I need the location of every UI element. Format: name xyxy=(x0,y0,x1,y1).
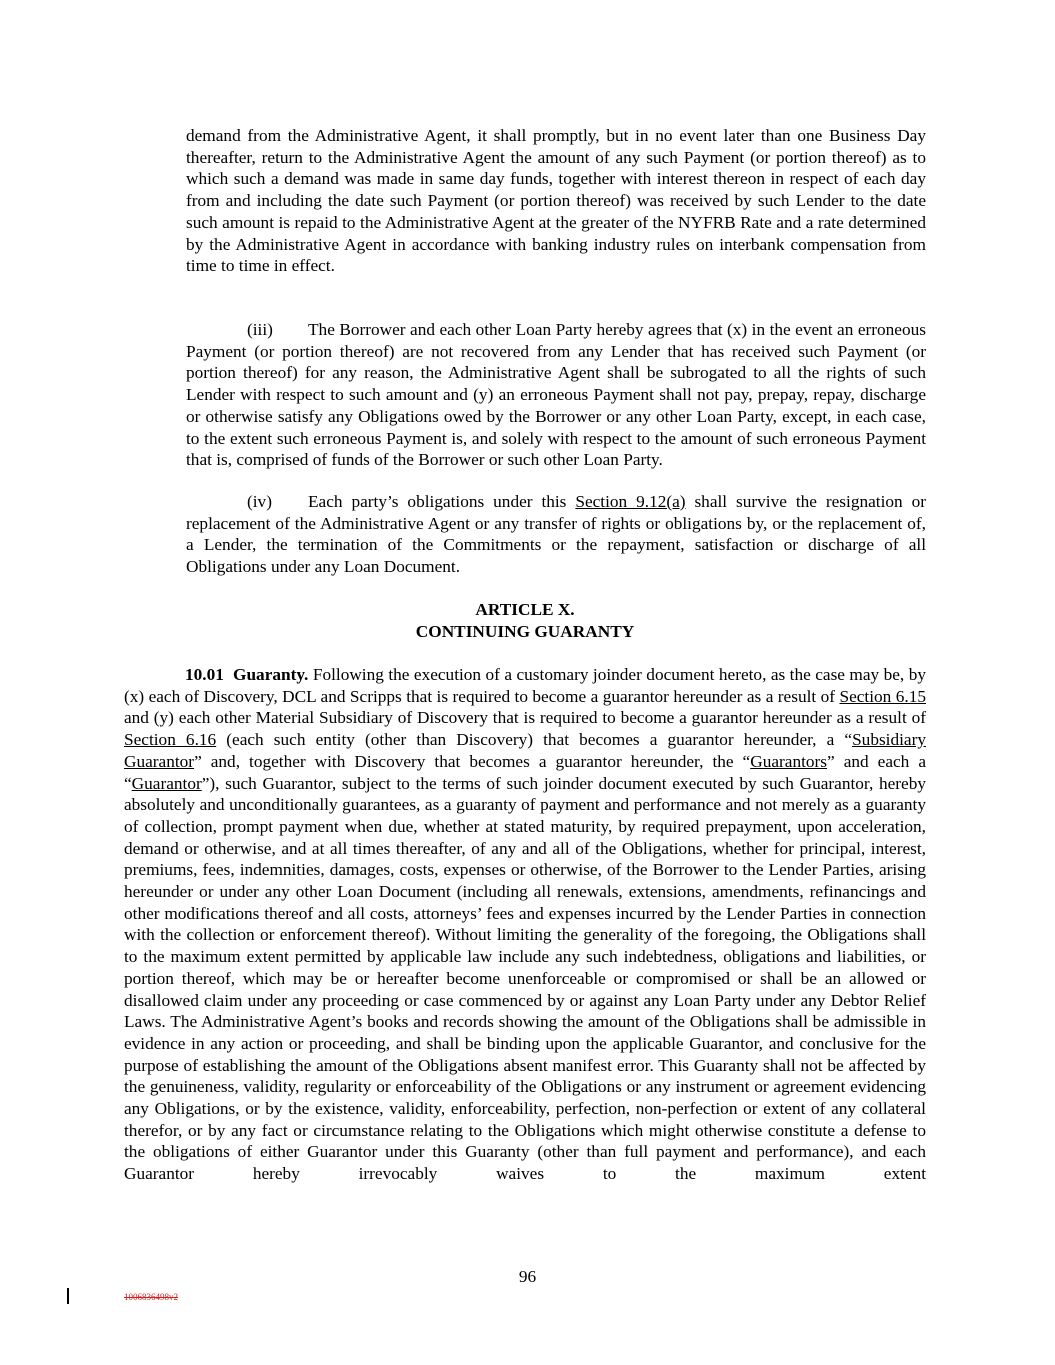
section-10-01-text-4: ” and, together with Discovery that becomes a guarantor hereunder, the “ xyxy=(194,751,751,771)
clause-iii-text: The Borrower and each other Loan Party hereby agrees that (x) in the event an erroneous Payment (or portion thereof) are not recovered from any Lender that has received such Payment (or portion thereof) for any reason, the Administrative Agent shall be subrogated to all the rights of such Lender with respect to such amount and (y) an erroneous Payment shall not pay, prepay, repay, discharge or otherwise satisfy any Obligations owed by the Borrower or any other Loan Party, except, in each case, to the extent such erroneous Payment is, and solely with respect to the amount of such erroneous Payment that is, comprised of funds of the Borrower or such other Loan Party. xyxy=(186,320,926,470)
article-number: ARTICLE X. xyxy=(475,600,575,619)
section-10-01-number: 10.01 xyxy=(185,665,224,684)
document-id: 1006836498v2 xyxy=(124,1292,178,1302)
clause-iv-text-b: shall survive the resignation or replacement of the Administrative Agent or any transfer of rights or obligations by, or the replacement of, a Lender, the termination of the Commitments or the repayment, satisfaction or discharge of all Obligations under any Loan Document. xyxy=(186,492,926,577)
clause-iv-text-a: Each party’s obligations under this xyxy=(308,492,576,511)
continuation-paragraph: demand from the Administrative Agent, it shall promptly, but in no event later than one Business Day thereafter, return to the Administrative Agent the amount of any such Payment (or portion thereof) as to which such a demand was made in same day funds, together with interest thereon in respect of each day from and including the date such Payment (or portion thereof) was received by such Lender to the date such amount is repaid to the Administrative Agent at the greater of the NYFRB Rate and a rate determined by the Administrative Agent in accordance with banking industry rules on interbank compensation from time to time in effect. xyxy=(186,126,926,276)
section-10-01-text-2: and (y) each other Material Subsidiary of Discovery that is required to become a guarantor hereunder as a result of xyxy=(124,708,926,728)
change-bar xyxy=(67,1288,69,1304)
section-10-01-text-5: ” and each a “ xyxy=(124,751,926,793)
clause-iv-label: (iv) xyxy=(247,492,272,511)
section-6-16-reference: Section 6.16 xyxy=(124,730,217,750)
section-10-01-paragraph xyxy=(124,664,926,1185)
section-10-01-text-6: ”), such Guarantor, subject to the terms of such joinder document executed by such Guarantor, hereby absolutely and unconditionally guarantees, as a guaranty of payment and performance and not merely as a guaranty of collection, prompt payment when due, whether at stated maturity, by required prepayment, upon acceleration, demand or otherwise, and at all times thereafter, of any and all of the Obligations, whether for principal, interest, premiums, fees, indemnities, damages, costs, expenses or otherwise, of the Borrower to the Lender Parties, arising hereunder or under any other Loan Document (including all renewals, extensions, amendments, refinancings and other modifications thereof and all costs, attorneys’ fees and expenses incurred by the Lender Parties in connection with the collection or enforcement thereof). Without limiting the generality of the foregoing, the Obligations shall to the maximum extent permitted by applicable law include any such indebtedness, obligations and liabilities, or portion thereof, which may be or hereafter become unenforceable or compromised or shall be an allowed or disallowed claim under any proceeding or case commenced by or against any Loan Party under any Debtor Relief Laws. The Administrative Agent’s books and records showing the amount of the Obligations shall be admissible in evidence in any action or proceeding, and shall be binding upon the applicable Guarantor, and conclusive for the purpose of establishing the amount of the Obligations absent manifest error. This Guaranty shall not be affected by the genuineness, validity, regularity or enforceability of the Obligations or any instrument or agreement evidencing any Obligations, or by the existence, validity, enforceability, perfection, non-perfection or extent of any collateral therefor, or by any fact or circumstance relating to the Obligations which might otherwise constitute a defense to the obligations of either Guarantor under this Guaranty (other than full payment and performance), and each Guarantor hereby irrevocably waives to the maximum extent xyxy=(124,773,926,1184)
subsidiary-guarantor-definition: Subsidiary Guarantor xyxy=(124,730,926,771)
clause-iv-paragraph xyxy=(186,491,926,578)
section-10-01-text-1: Following the execution of a customary joinder document hereto, as the case may be, by (x) each of Discovery, DCL and Scripps that is required to become a guarantor hereunder as a result of xyxy=(124,665,926,706)
clause-iii-label: (iii) xyxy=(247,320,273,339)
clause-iii-paragraph xyxy=(186,319,926,471)
page-number: 96 xyxy=(518,1267,537,1286)
guarantor-definition: Guarantor xyxy=(131,773,202,793)
guarantors-definition: Guarantors xyxy=(750,751,828,771)
section-6-15-reference: Section 6.15 xyxy=(839,686,927,706)
section-9-12a-reference: Section 9.12(a) xyxy=(575,492,686,511)
section-10-01-title: Guaranty. xyxy=(233,665,309,684)
section-10-01-text-3: (each such entity (other than Discovery) that becomes a guarantor hereunder, a “ xyxy=(216,730,853,750)
article-title: CONTINUING GUARANTY xyxy=(415,622,635,641)
